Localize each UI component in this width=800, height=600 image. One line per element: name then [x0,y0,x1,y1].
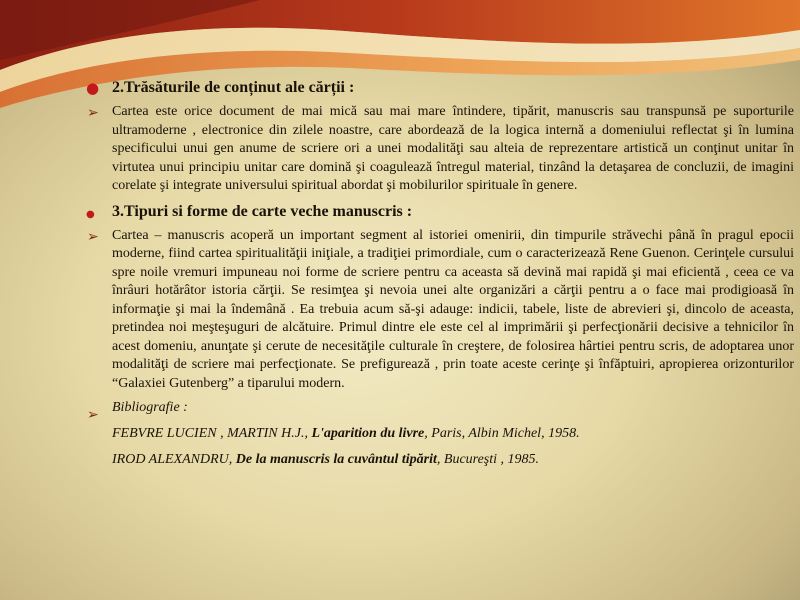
bibliography-item [86,399,794,423]
bibliography-label: Bibliografie : [112,400,188,415]
bib-entry-authors: IROD ALEXANDRU, [112,452,236,467]
bib-entry-title: L'aparition du livre [311,426,425,441]
section-heading-2: 3.Tipuri si forme de carte veche manuscris : [112,202,413,220]
red-dot-bullet-icon: ● [86,208,95,220]
red-dot-bullet-icon: ● [86,79,100,97]
paragraph-1: Cartea este orice document de mai mică sau mai mare întindere, tipărit, manuscris sau transpunsă pe suporturile ultramoderne , electronice din zilele noastre, care abordează de la logica internă a domeniului reflectat şi în lumina specificului unui gen anume de scriere ori a unei modalităţi sau alteia de reprezentare artistică un conţinut unitar în virtutea unui principiu unitar care domină şi coagulează întregul material, tinzând la detaşarea de concluzii, de imagini corelate şi integrate universului spiritual abordat şi mobilurilor spirituale în genere. [112,104,794,193]
section-heading-item [86,78,794,98]
slide-content [86,78,794,469]
paragraph-item [86,227,794,394]
section-heading-1: 2.Trăsăturile de conținut ale cărții : [112,79,355,96]
bib-entry-title: De la manuscris la cuvântul tipărit [235,452,437,467]
arrow-bullet-icon: ➢ [87,228,99,245]
bibliography-entry [112,451,794,469]
arrow-bullet-icon: ➢ [87,407,99,423]
paragraph-item [86,103,794,196]
arrow-bullet-icon: ➢ [87,105,99,121]
bib-entry-publisher: , Bucureşti , 1985. [436,452,540,467]
bib-entry-authors: FEBVRE LUCIEN , MARTIN H.J., [112,426,312,441]
paragraph-2: Cartea – manuscris acoperă un important segment al istoriei omenirii, din timpurile străvechi până în pragul epocii moderne, fiind cartea spiritualităţii iniţiale, a tradiţiei primordiale, cum o caracterizează Rene Guenon. Cerinţele cursului spre noile vremuri impuneau noi forme de scriere pentru ca aceasta să devină mai rapidă şi mai eficientă , ceea ce va înrâuri hotărâtor istoria cărţii. Se resimţea şi nevoia unei alte organizări a cărţii pentru a o face mai prodigioasă în informaţie şi mai la îndemână . Ea trebuia acum să-şi adauge: indicii, tabele, liste de abrevieri şi, dincolo de aceasta, pretindea noi meşteşuguri de alcătuire. Primul dintre ele este cel al imprimării şi perfecţionării decisive a tehnicilor în acest domeniu, anunţate şi cerute de necesităţile culturale în creştere, de folosirea hârtiei pentru scris, de adoptarea unor modalităţi de scriere mai perfecţionate. Se prefigurează , prin toate aceste cerinţe şi înfăptuiri, apropierea orizonturilor “Galaxiei Gutenberg” a tiparului modern. [112,227,794,391]
section-heading-item [86,202,794,222]
bibliography-entry [112,425,794,443]
bib-entry-publisher: , Paris, Albin Michel, 1958. [424,426,580,441]
